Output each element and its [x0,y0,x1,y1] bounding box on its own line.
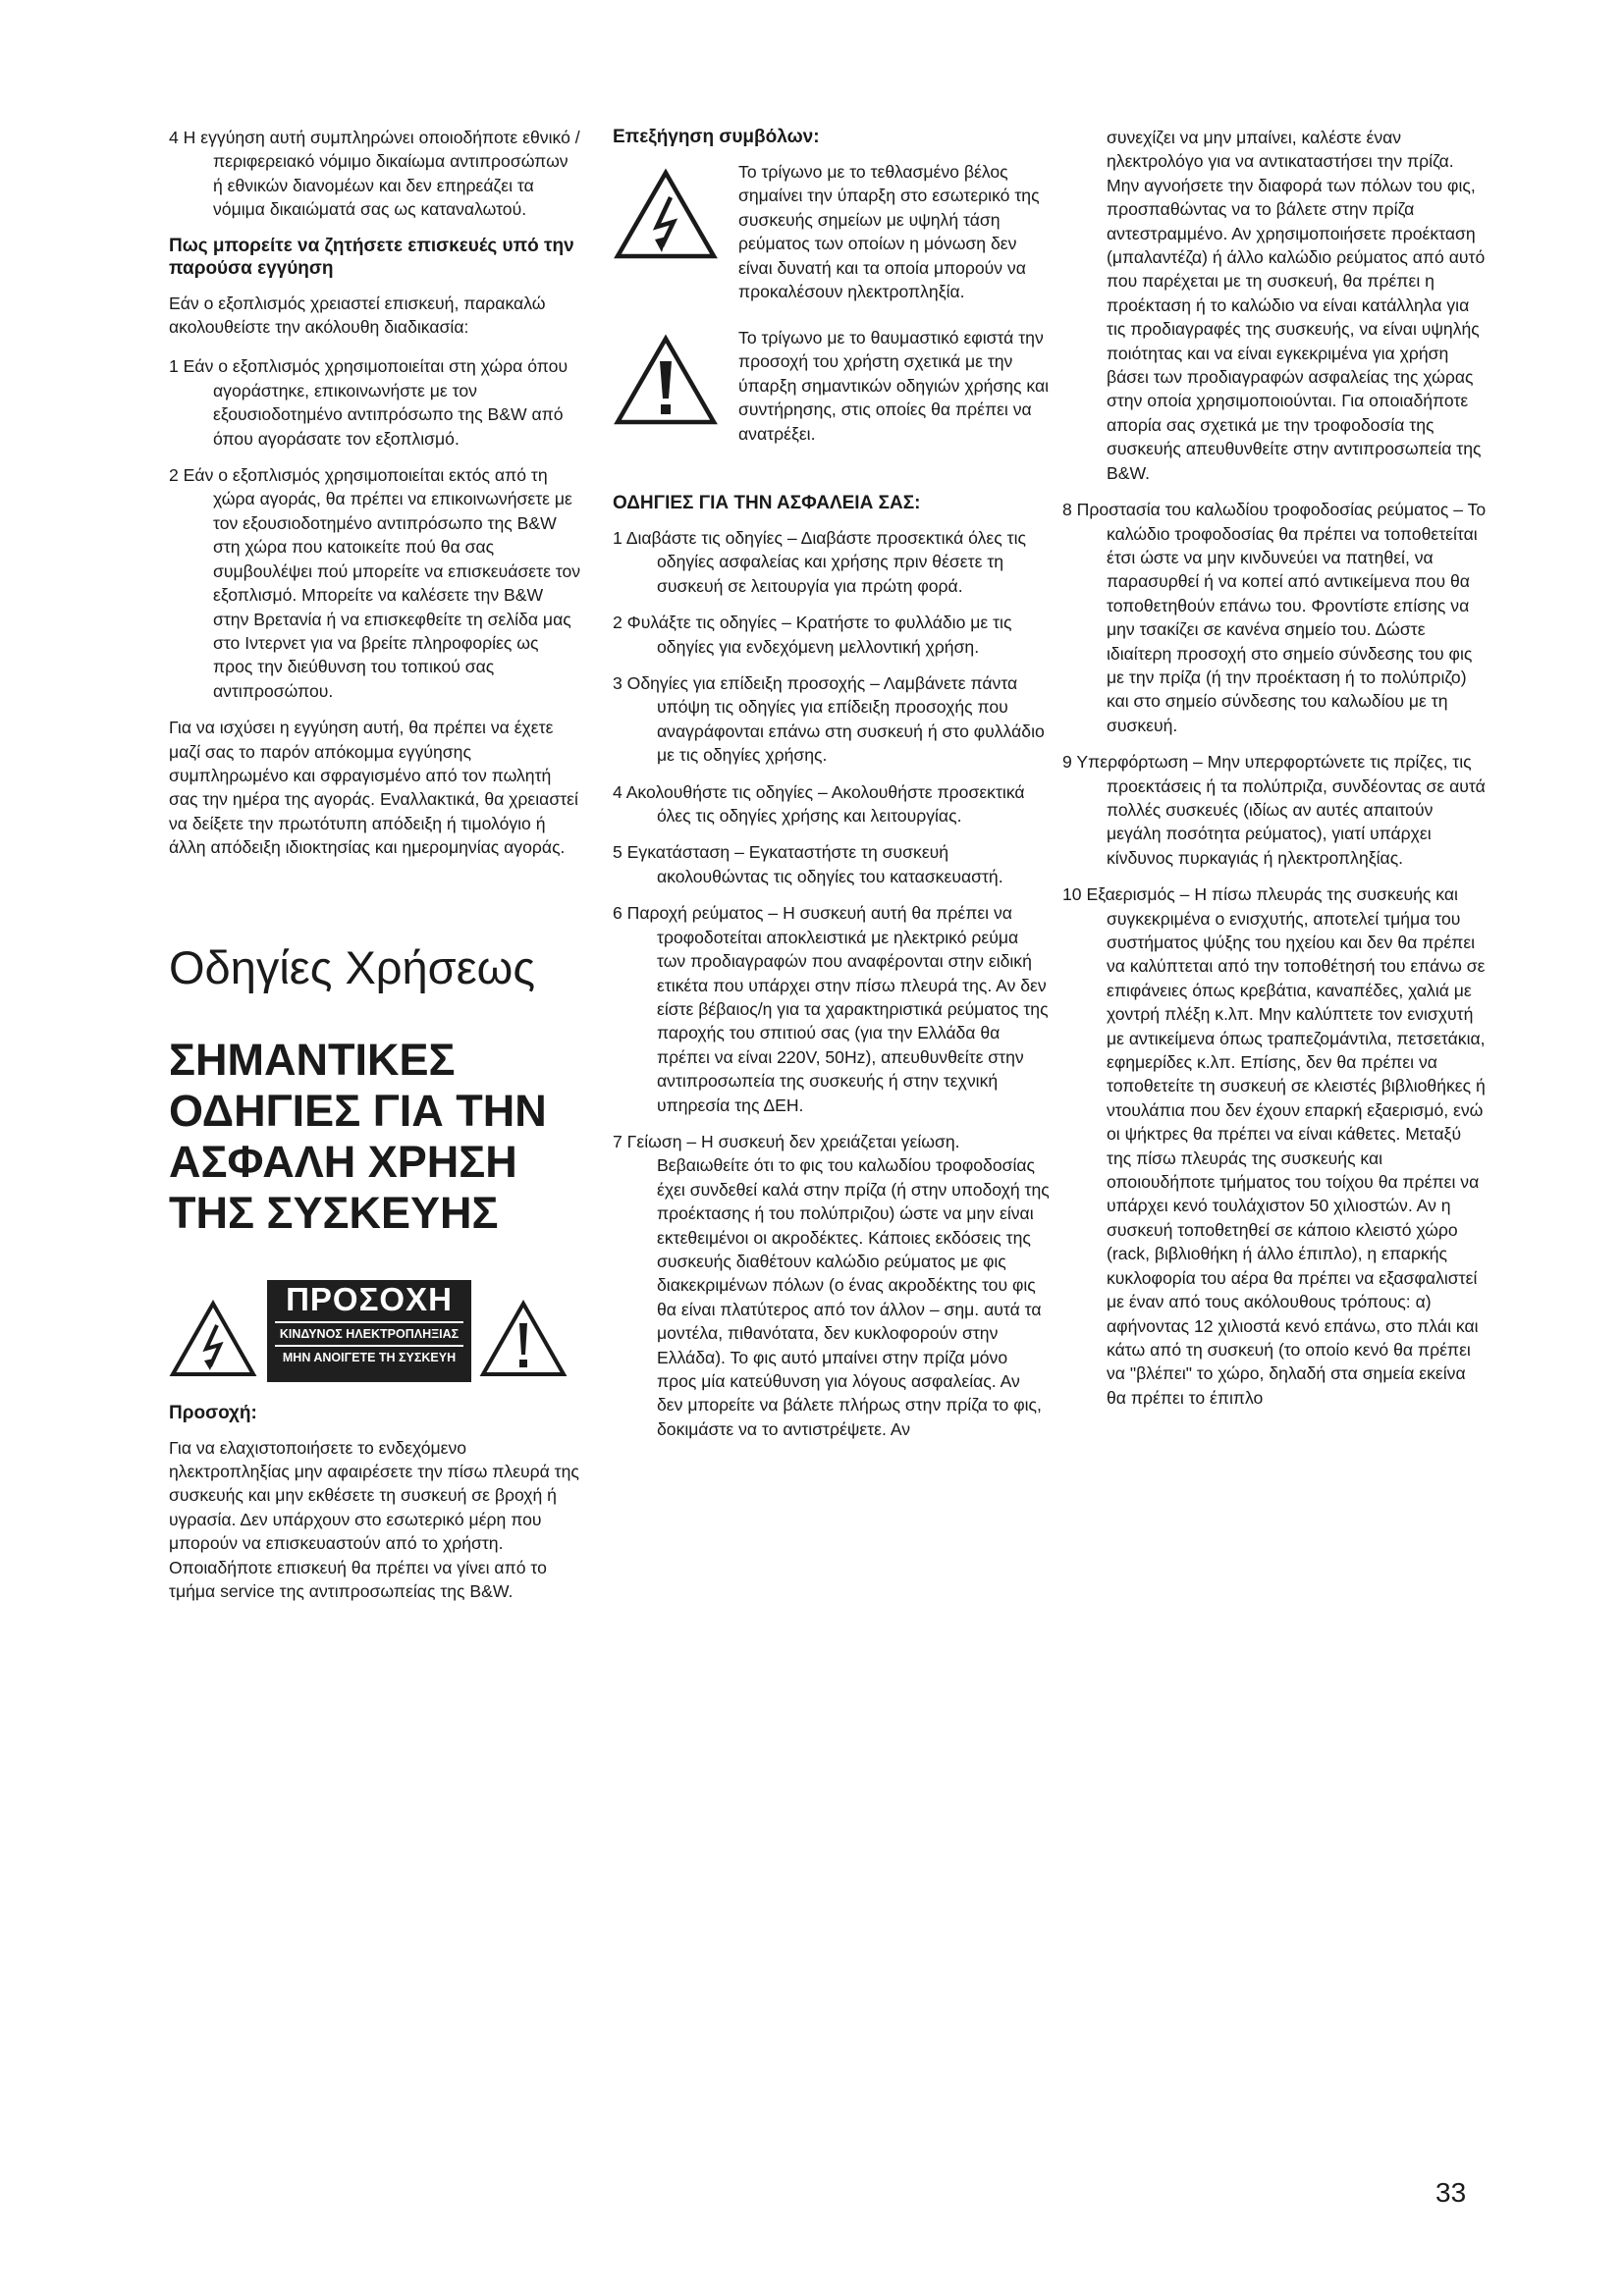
symbol-explanation-2 [613,326,1050,478]
column-middle [613,126,1050,1454]
safety-heading: ΟΔΗΓΙΕΣ ΓΙΑ ΤΗΝ ΑΣΦΑΛΕΙΑ ΣΑΣ: [613,493,921,513]
safety-item-9: 9 Υπερφόρτωση – Μην υπερφορτώνετε τις πρίζες, τις προεκτάσεις ή τα πολύπριζα, συνδέοντας σε αυτά πολλές συσκευές (ιδίως αν αυτές απαιτούν μεγάλη ποσότητα ρεύματος), γιατί υπάρχει κίνδυνος πυρκαγιάς ή ηλεκτροπληξίας. [1062,752,1486,868]
repair-item-1: 1 Εάν ο εξοπλισμός χρησιμοποιείται στη χώρα όπου αγοράστηκε, επικοινωνήστε με τον εξουσιοδοτημένο αντιπρόσωπο της B&W από όπου αγοράσατε τον εξοπλισμό. [169,356,568,449]
safety-title: ΣΗΜΑΝΤΙΚΕΣ ΟΔΗΓΙΕΣ ΓΙΑ ΤΗΝ ΑΣΦΑΛΗ ΧΡΗΣΗ ΤΗΣ ΣΥΣΚΕΥΗΣ [169,1034,547,1238]
symbol-1-text: Το τρίγωνο με το τεθλασμένο βέλος σημαίνει την ύπαρξη στο εσωτερικό της συσκευής σημείων με υψηλή τάση ρεύματος των οποίων η μόνωση δεν είναι δυνατή και τα οποία μπορούν να προκαλέσουν ηλεκτροπληξία. [738,162,1040,302]
plate-title: ΠΡΟΣΟΧΗ [286,1280,453,1317]
validity-paragraph: Για να ισχύσει η εγγύηση αυτή, θα πρέπει να έχετε μαζί σας το παρόν απόκομμα εγγύησης συμπληρωμένο και σφραγισμένο από τον πωλητή σας την ημέρα της αγοράς. Εναλλακτικά, θα χρειαστεί να δείξετε την πρωτότυπη απόδειξη ή τιμολόγιο ή άλλη απόδειξη ιδιοκτησίας και ημερομηνίας αγοράς. [169,718,578,858]
safety-item-10: 10 Εξαερισμός – Η πίσω πλευράς της συσκευής και συγκεκριμένα ο ενισχυτής, αποτελεί τμήμα του συστήματος ψύξης του ηχείου και δεν θα πρέπει να καλύπτεται από την τοποθέτησή του επάνω σε επιφάνειες όπως κρεβάτια, καναπέδες, χαλιά με χοντρή πλέξη κ.λπ. Μην καλύπτετε τον ενισχυτή με αντικείμενα όπως τραπεζομάντιλα, πετσετάκια, εφημερίδες κ.λπ. Επίσης, δεν θα πρέπει να τοποθετείτε τη συσκευή σε κλειστές βιβλιοθήκες ή ντουλάπια που δεν έχουν επαρκή εξαερισμό, ενώ οι ψήκτρες θα πρέπει να είναι κάθετες. Μεταξύ της πίσω πλευράς της συσκευής και οποιουδήποτε τμήματος του τοίχου θα πρέπει να υπάρχει κενό τουλάχιστον 50 χιλιοστών. Αν η συσκευή τοποθετηθεί σε κάποιο κλειστό χώρο (rack, βιβλιοθήκη ή άλλο έπιπλο), η επαρκής κυκλοφορία του αέρα θα πρέπει να εξασφαλιστεί με έναν από τους ακόλουθους τρόπους: α) αφήνοντας 12 χιλιοστά κενό επάνω, στο πλάι και κάτω από τη συσκευή (το οποίο κενό θα πρέπει να "βλέπει" το χώρο, δηλαδή στα σημεία εκείνα θα πρέπει το έπιπλο [1062,884,1486,1408]
exclamation-triangle-icon [613,334,719,427]
column-right [1062,126,1489,1422]
safety-item-4: 4 Ακολουθήστε τις οδηγίες – Ακολουθήστε προσεκτικά όλες τις οδηγίες χρήσης και λειτουργίας. [613,781,1025,827]
lightning-triangle-icon [613,168,719,261]
safety-item-1: 1 Διαβάστε τις οδηγίες – Διαβάστε προσεκτικά όλες τις οδηγίες ασφαλείας και χρήσης πριν θέσετε τη συσκευή σε λειτουργία για πρώτη φορά. [613,528,1026,596]
safety-item-3: 3 Οδηγίες για επίδειξη προσοχής – Λαμβάνετε πάντα υπόψη τις οδηγίες για επίδειξη προσοχής που αναγράφονται επάνω στη συσκευή ή στο φυλλάδιο με τις οδηγίες χρήσης. [613,673,1045,766]
safety-item-5: 5 Εγκατάσταση – Εγκαταστήστε τη συσκευή ακολουθώντας τις οδηγίες του κατασκευαστή. [613,842,1003,886]
caution-heading: Προσοχή: [169,1402,257,1423]
symbol-2-text: Το τρίγωνο με το θαυμαστικό εφιστά την προσοχή του χρήστη σχετικά με την ύπαρξη σημαντικών οδηγιών χρήσης και συντήρησης, στις οποίες θα πρέπει να ανατρέξει. [738,328,1050,444]
repair-intro: Εάν ο εξοπλισμός χρειαστεί επισκευή, παρακαλώ ακολουθείστε την ακόλουθη διαδικασία: [169,293,546,338]
repair-item-2: 2 Εάν ο εξοπλισμός χρησιμοποιείται εκτός από τη χώρα αγοράς, θα πρέπει να επικοινωνήσετε με τον εξουσιοδοτημένο αντιπρόσωπο της B&W στη χώρα που κατοικείτε πού θα σας συμβουλέψει πού μπορείτε να επισκευάσετε τον εξοπλισμό. Μπορείτε να καλέσετε την B&W στην Βρετανία ή να επισκεφθείτε τη σελίδα μας στο Ιντερνετ για να βρείτε πληροφορίες ως προς την διεύθυνση του τοπικού σας αντιπροσώπου. [169,465,581,701]
safety-item-2: 2 Φυλάξτε τις οδηγίες – Κρατήστε το φυλλάδιο με τις οδηγίες για ενδεχόμενη μελλοντική χρήση. [613,613,1012,657]
exclamation-triangle-icon [479,1300,568,1378]
safety-item-7-continued: συνεχίζει να μην μπαίνει, καλέστε έναν ηλεκτρολόγο για να αντικαταστήσει την πρίζα. Μην αγνοήσετε την διαφορά των πόλων του φις, προσπαθώντας να το βάλετε στην πρίζα αντεστραμμένο. Αν χρησιμοποιήσετε προέκταση (μπαλαντέζα) ή άλλο καλώδιο ρεύματος από αυτό που παρέχεται με τη συσκευή, θα πρέπει η προέκταση ή το καλώδιο να είναι κατάλληλα για τις προδιαγραφές της συσκευής, να είναι υψηλής ποιότητας και να είναι εγκεκριμένα για χρήση βάσει των προδιαγραφών ασφαλείας της χώρας στην οποία χρησιμοποιούνται. Για οποιαδήποτε απορία σας σχετικά με την τροφοδοσία της συσκευής απευθυνθείτε στην αντιπροσωπεία της B&W. [1107,128,1486,483]
caution-label-graphic [169,1280,581,1388]
repair-heading: Πως μπορείτε να ζητήσετε επισκευές υπό την παρούσα εγγύηση [169,235,574,279]
safety-item-8: 8 Προστασία του καλωδίου τροφοδοσίας ρεύματος – Το καλώδιο τροφοδοσίας θα πρέπει να τοποθετείται έτσι ώστε να μην κινδυνεύει να πατηθεί, να παρασυρθεί ή να κοπεί από αντικείμενα που θα τοποθετηθούν επάνω του. Φροντίστε επίσης να μην τσακίζει σε κανένα σημείο του. Δώστε ιδιαίτερη προσοχή στο σημείο σύνδεσης του φις με την πρίζα (ή την προέκταση ή το πολύπριζο) και στο σημείο σύνδεσης του καλωδίου με τη συσκευή. [1062,500,1487,735]
warranty-item-4: 4 Η εγγύηση αυτή συμπληρώνει οποιοδήποτε εθνικό / περιφερειακό νόμιμο δικαίωμα αντιπροσώπων ή εθνικών διανομέων και δεν επηρεάζει τα νόμιμα δικαιώματά σας ως καταναλωτού. [169,128,580,220]
column-left [169,126,581,1619]
symbols-heading: Επεξήγηση συμβόλων: [613,127,820,147]
safety-item-7: 7 Γείωση – Η συσκευή δεν χρειάζεται γείωση. Βεβαιωθείτε ότι το φις του καλωδίου τροφοδοσίας έχει συνδεθεί καλά στην πρίζα (ή στην υποδοχή της προέκτασης ή του πολύπριζου) ώστε να μην είναι εκτεθειμένοι οι ακροδέκτες. Κάποιες εκδόσεις της συσκευής διαθέτουν καλώδιο ρεύματος με φις διακεκριμένων πόλων (ο ένας ακροδέκτης του φις θα είναι πλατύτερος από τον άλλον – σημ. αυτά τα μοντέλα, πιθανότατα, δεν κυκλοφορούν στην Ελλάδα). Το φις αυτό μπαίνει στην πρίζα μόνο προς μία κατεύθυνση για λόγους ασφαλείας. Αν δεν μπορείτε να βάλετε πλήρως στην πρίζα το φις, δοκιμάστε να το αντιστρέψετε. Αν [613,1131,1050,1439]
plate-line-2: ΜΗΝ ΑΝΟΙΓΕΤΕ ΤΗ ΣΥΣΚΕΥΗ [275,1345,463,1365]
plate-line-1: ΚΙΝΔΥΝΟΣ ΗΛΕΚΤΡΟΠΛΗΞΙΑΣ [275,1321,463,1342]
caution-plate [267,1280,471,1382]
symbol-explanation-1 [613,160,1050,312]
safety-item-6: 6 Παροχή ρεύματος – Η συσκευή αυτή θα πρέπει να τροφοδοτείται αποκλειστικά με ηλεκτρικό ρεύμα των προδιαγραφών που αναφέρονται στην ειδική ετικέτα που υπάρχει στην πίσω πλευρά της. Αν δεν είστε βέβαιος/η για τα χαρακτηριστικά ρεύματος της παροχής του σπιτιού σας (για την Ελλάδα θα πρέπει να είναι 220V, 50Hz), απευθυνθείτε στην αντιπροσωπεία της συσκευής ή στην τεχνική υπηρεσία της ΔΕΗ. [613,903,1049,1115]
page-number: 33 [1435,2177,1467,2208]
manual-title: Οδηγίες Χρήσεως [169,940,535,993]
caution-text: Για να ελαχιστοποιήσετε το ενδεχόμενο ηλεκτροπληξίας μην αφαιρέσετε την πίσω πλευρά της συσκευής και μην εκθέσετε τη συσκευή σε βροχή ή υγρασία. Δεν υπάρχουν στο εσωτερικό μέρη που μπορούν να επισκευαστούν από το χρήστη. Οποιαδήποτε επισκευή θα πρέπει να γίνει από το τμήμα service της αντιπροσωπείας της B&W. [169,1437,579,1601]
lightning-triangle-icon [169,1300,257,1378]
